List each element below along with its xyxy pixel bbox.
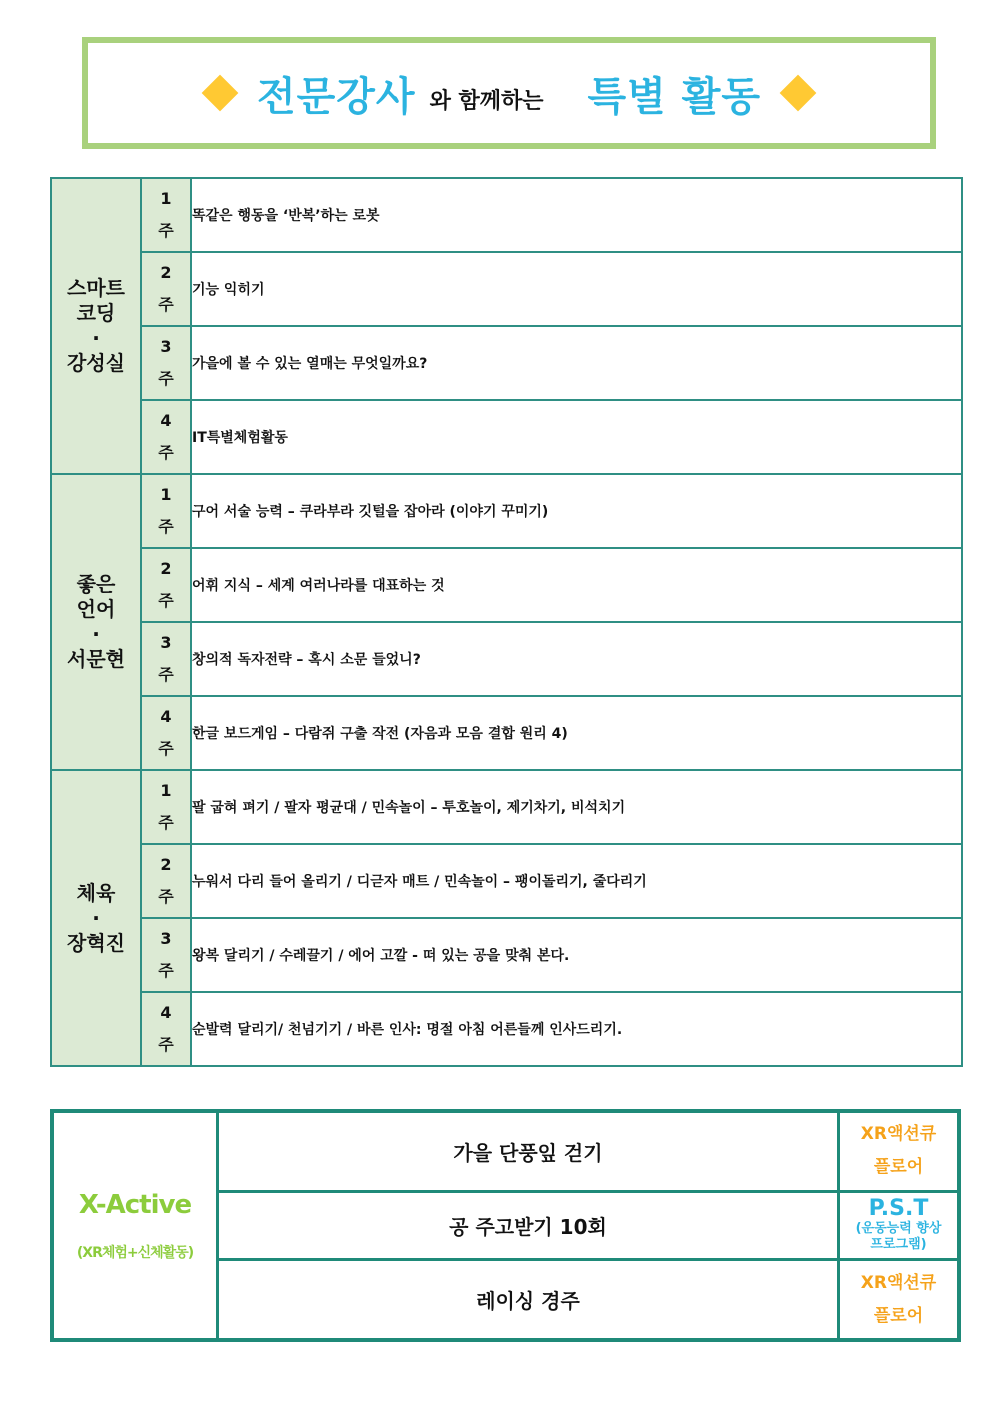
title-banner (82, 37, 936, 149)
week-cell: 4 주 (141, 696, 191, 770)
activity-cell: 어휘 지식 – 세계 여러나라를 대표하는 것 (191, 548, 962, 622)
activity-cell: 창의적 독자전략 – 혹시 소문 들었니? (191, 622, 962, 696)
table-row (51, 400, 962, 474)
xactive-tag-line: 플로어 (873, 1305, 924, 1326)
activity-cell: 누워서 다리 들어 올리기 / 디귿자 매트 / 민속놀이 – 팽이돌리기, 줄다리기 (191, 844, 962, 918)
group-cell-coding (51, 178, 141, 474)
table-row (51, 696, 962, 770)
table-row (51, 548, 962, 622)
xactive-subtitle: (XR체험+신체활동) (76, 1244, 194, 1261)
xactive-tag-line: 플로어 (873, 1157, 924, 1178)
xactive-tag-cell (839, 1260, 960, 1340)
group-cell-pe (51, 770, 141, 1066)
table-row (51, 326, 962, 400)
xactive-tag-cell (839, 1111, 960, 1191)
table-row (51, 992, 962, 1066)
diamond-icon (780, 75, 817, 112)
activity-cell: 왕복 달리기 / 수레끌기 / 에어 고깔 - 떠 있는 공을 맞춰 본다. (191, 918, 962, 992)
activity-cell: 기능 익히기 (191, 252, 962, 326)
table-row (51, 178, 962, 252)
title-special-activity: 특별 활동 (587, 73, 761, 120)
activity-cell: 한글 보드게임 – 다람쥐 구출 작전 (자음과 모음 결합 원리 4) (191, 696, 962, 770)
group-name-line: 장혁진 (67, 930, 125, 955)
table-row (51, 252, 962, 326)
diamond-icon (202, 75, 239, 112)
xactive-label-cell (52, 1111, 218, 1340)
week-cell: 2 주 (141, 252, 191, 326)
table-row (52, 1111, 959, 1191)
xactive-tag-line: XR액션큐 (860, 1124, 937, 1145)
group-name-line: 강성실 (67, 351, 125, 375)
week-cell: 3 주 (141, 918, 191, 992)
xactive-title: X-Active (78, 1189, 192, 1220)
week-cell: 2 주 (141, 844, 191, 918)
week-cell: 3 주 (141, 622, 191, 696)
group-name-line: 스마트 (67, 276, 125, 300)
group-name-line: 좋은 (76, 572, 116, 596)
week-cell: 4 주 (141, 400, 191, 474)
week-cell: 2 주 (141, 548, 191, 622)
activity-cell: 가을에 볼 수 있는 열매는 무엇일까요? (191, 326, 962, 400)
table-row (51, 844, 962, 918)
group-name-line: 코딩 (76, 301, 116, 325)
week-cell: 1 주 (141, 770, 191, 844)
group-name-line: 체육 (76, 880, 116, 905)
xactive-activity: 레이싱 경주 (218, 1260, 839, 1340)
title-instructor: 전문강사 (257, 73, 416, 120)
xactive-tag: P.S.T (868, 1196, 929, 1222)
group-name-line: · (92, 326, 100, 350)
activity-cell: 구어 서술 능력 – 쿠라부라 깃털을 잡아라 (이야기 꾸미기) (191, 474, 962, 548)
group-name-line: 언어 (76, 597, 116, 621)
group-name-line: 서문현 (67, 647, 125, 671)
week-cell: 3 주 (141, 326, 191, 400)
xactive-activity: 공 주고받기 10회 (218, 1191, 839, 1259)
title-connector: 와 함께하는 (429, 88, 544, 114)
table-row (51, 770, 962, 844)
group-name-line: · (92, 905, 100, 930)
table-row (51, 622, 962, 696)
activity-cell: 순발력 달리기/ 천넘기기 / 바른 인사: 명절 아침 어른들께 인사드리기. (191, 992, 962, 1066)
table-row (51, 918, 962, 992)
group-cell-language (51, 474, 141, 770)
table-row (51, 474, 962, 548)
week-cell: 4 주 (141, 992, 191, 1066)
xactive-tag-cell (839, 1191, 960, 1259)
xactive-activity: 가을 단풍잎 걷기 (218, 1111, 839, 1191)
group-name-line: · (92, 622, 100, 646)
schedule-table (50, 177, 963, 1067)
activity-cell: 똑같은 행동을 ‘반복’하는 로봇 (191, 178, 962, 252)
activity-cell: 팔 굽혀 펴기 / 팔자 평균대 / 민속놀이 – 투호놀이, 제기차기, 비석치기 (191, 770, 962, 844)
xactive-tag-sub-line: (운동능력 향상 (855, 1221, 942, 1237)
week-cell: 1 주 (141, 474, 191, 548)
xactive-tag-sub-line: 프로그램) (870, 1237, 927, 1253)
xactive-table (50, 1109, 961, 1342)
activity-cell: IT특별체험활동 (191, 400, 962, 474)
week-cell: 1 주 (141, 178, 191, 252)
xactive-tag-line: XR액션큐 (860, 1272, 937, 1293)
